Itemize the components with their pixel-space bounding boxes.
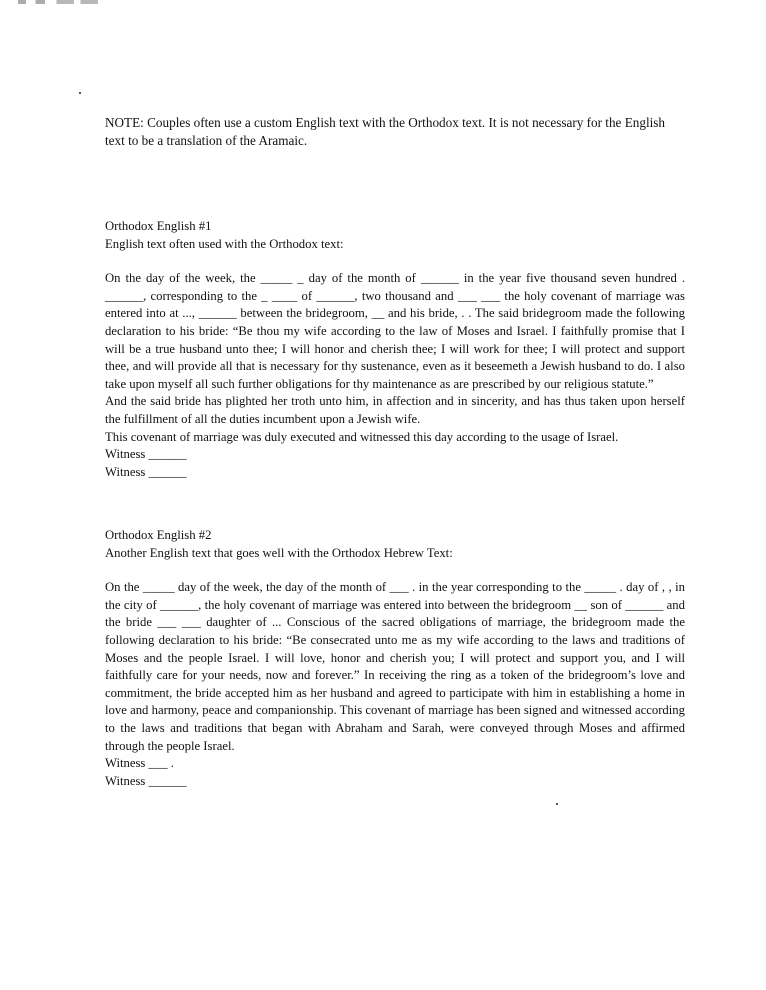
scan-speck <box>79 92 81 94</box>
witness-line-2: Witness ______ <box>105 773 187 788</box>
section-orthodox-english-2 <box>105 527 685 790</box>
scan-header-artifact <box>18 0 98 4</box>
witness-line-2: Witness ______ <box>105 464 187 479</box>
scan-speck <box>556 803 558 805</box>
section-body: On the _____ day of the week, the day of the month of ___ . in the year corresponding to the _____ . day of , , in the city of ______, the holy covenant of marriage was entered into between the bridegroom __ son of ______ and the bride ___ ___ daughter of ... Conscious of the sacred obligations of marriage, the bridegroom made the following declaration to his bride: “Be consecrated unto me as my wife according to the laws and traditions of Moses and the people Israel. I will love, honor and cherish you; I will protect and support you, and I will faithfully care for your needs, now and forever.” In receiving the ring as a token of the bridegroom’s love and commitment, the bride accepted him as her husband and agreed to participate with him in establishing a home in love and harmony, peace and companionship. This covenant of marriage has been signed and witnessed according to the laws and traditions that began with Abraham and Sarah, were conveyed through Moses and affirmed through the people Israel. <box>105 580 685 753</box>
note-paragraph: NOTE: Couples often use a custom English text with the Orthodox text. It is not necessary for the English text to be a translation of the Aramaic. <box>105 115 666 148</box>
section-orthodox-english-1 <box>105 218 685 481</box>
section-subtitle: Another English text that goes well with the Orthodox Hebrew Text: <box>105 545 453 560</box>
witness-line-1: Witness ______ <box>105 447 187 462</box>
section-body: On the day of the week, the _____ _ day of the month of ______ in the year five thousand seven hundred . ______, corresponding to the _ ____ of ______, two thousand and ___ ___ the holy covenant of marriage was entered into at ..., ______ between the bridegroom, __ and his bride, . . The said bridegroom made the following declaration to his bride: “Be thou my wife according to the law of Moses and Israel. I faithfully promise that I will be a true husband unto thee; I will honor and cherish thee; I will work for thee; I will protect and support thee, and will provide all that is necessary for thy sustenance, even as it beseemeth a Jewish husband to do. I also take upon myself all such further obligations for thy maintenance as are prescribed by our religious statute.” <box>105 271 685 391</box>
witness-line-1: Witness ___ . <box>105 756 174 771</box>
section-body-covenant: This covenant of marriage was duly executed and witnessed this day according to the usage of Israel. <box>105 429 619 444</box>
section-title: Orthodox English #2 <box>105 528 212 542</box>
section-subtitle: English text often used with the Orthodox text: <box>105 236 344 251</box>
section-body-bride: And the said bride has plighted her troth unto him, in affection and in sincerity, and has thus taken upon herself the fulfillment of all the duties incumbent upon a Jewish wife. <box>105 394 685 426</box>
section-title: Orthodox English #1 <box>105 219 212 233</box>
